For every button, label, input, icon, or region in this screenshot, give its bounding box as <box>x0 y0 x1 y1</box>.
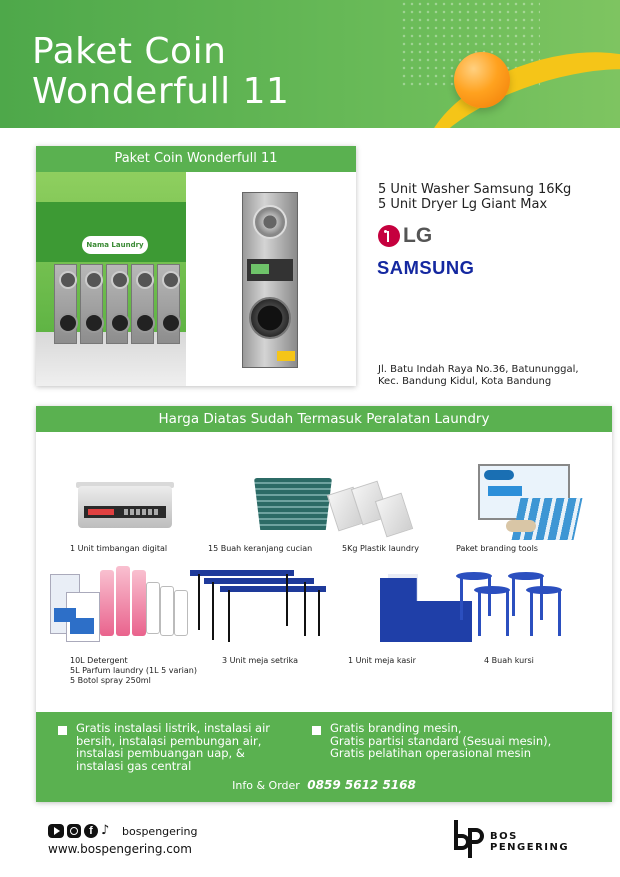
spray-bottle-image <box>146 582 160 634</box>
benefits-left <box>76 722 270 772</box>
product-panel <box>36 146 356 386</box>
stool-leg <box>530 590 533 636</box>
lg-wordmark: LG <box>403 224 433 247</box>
item-caption-line: 5 Botol spray 250ml <box>70 676 151 685</box>
website-link[interactable]: www.bospengering.com <box>48 842 192 856</box>
equipment-panel <box>36 406 612 802</box>
bp-logo-icon <box>452 820 486 858</box>
machine-specs <box>378 182 608 212</box>
item-caption: Paket branding tools <box>456 544 538 553</box>
bp-logo-text <box>490 831 569 853</box>
plastic-bag-image <box>375 493 413 538</box>
contact-phone[interactable]: 0859 5612 5168 <box>307 778 416 792</box>
stool-leg <box>540 576 543 620</box>
page-title-line2: Wonderfull 11 <box>32 71 290 112</box>
benefits-right <box>330 722 551 760</box>
table-leg <box>228 590 230 642</box>
scale-display <box>84 506 166 518</box>
lg-face-icon <box>378 225 400 247</box>
benefit-line: Gratis branding mesin, <box>330 721 462 735</box>
ironing-table-image <box>220 586 326 592</box>
ironing-table-image <box>190 570 294 576</box>
washer-dryer-stack-image <box>242 192 298 368</box>
table-leg <box>304 582 306 636</box>
item-caption: 1 Unit timbangan digital <box>70 544 168 553</box>
tiktok-icon[interactable]: ♪ <box>101 823 110 838</box>
address <box>378 364 608 388</box>
social-handle: bospengering <box>122 824 198 838</box>
contact-label: Info & Order <box>232 779 300 792</box>
equipment-panel-banner: Harga Diatas Sudah Termasuk Peralatan Laundry <box>36 406 612 432</box>
price-tag <box>277 351 295 361</box>
benefit-line: Gratis pelatihan operasional mesin <box>330 746 531 760</box>
room-logo-sign: Nama Laundry <box>82 236 148 254</box>
stacked-machine <box>157 264 180 344</box>
item-caption-detergent <box>70 656 197 686</box>
stacked-machine <box>80 264 103 344</box>
item-caption: 4 Buah kursi <box>484 656 534 665</box>
washer-door-icon <box>249 297 291 339</box>
spray-bottle-image <box>160 586 174 636</box>
table-leg <box>318 590 320 636</box>
address-line1: Jl. Batu Indah Raya No.36, Batununggal, <box>378 364 579 375</box>
stacked-machine <box>54 264 77 344</box>
facebook-icon[interactable]: f <box>84 824 98 838</box>
stool-leg <box>478 590 481 636</box>
dryer-spec: 5 Unit Dryer Lg Giant Max <box>378 197 548 212</box>
header-banner <box>0 0 620 128</box>
table-leg <box>212 582 214 640</box>
youtube-icon[interactable] <box>48 824 64 838</box>
stool-leg <box>506 590 509 636</box>
bp-logo-line1: BOS <box>490 831 518 842</box>
item-caption: 3 Unit meja setrika <box>222 656 298 665</box>
bullet-icon <box>58 726 67 735</box>
perfume-bottle-image <box>100 570 114 636</box>
stool-leg <box>512 576 515 616</box>
detergent-label <box>70 618 94 634</box>
benefit-line: bersih, instalasi pembungan air, <box>76 733 262 748</box>
item-caption: 15 Buah keranjang cucian <box>208 544 313 553</box>
machine-row <box>54 264 180 344</box>
perfume-bottle-image <box>132 570 146 636</box>
stacked-machine <box>106 264 129 344</box>
item-caption: 1 Unit meja kasir <box>348 656 416 665</box>
item-caption-line: 10L Detergent <box>70 656 128 665</box>
bp-logo-line2: PENGERING <box>490 842 570 853</box>
cashier-desk-image <box>380 578 472 642</box>
social-links <box>48 824 197 838</box>
stool-leg <box>558 590 561 636</box>
laundry-room-illustration <box>36 172 186 386</box>
table-leg <box>198 574 200 630</box>
item-caption-line: 5L Parfum laundry (1L 5 varian) <box>70 666 197 675</box>
bos-pengering-logo <box>452 820 582 858</box>
samsung-logo: SAMSUNG <box>377 258 475 278</box>
instagram-icon[interactable] <box>67 824 81 838</box>
address-line2: Kec. Bandung Kidul, Kota Bandung <box>378 376 552 387</box>
bullet-icon <box>312 726 321 735</box>
benefit-line: Gratis instalasi listrik, instalasi air <box>76 721 271 735</box>
contact-info <box>36 778 612 792</box>
orange-ball-decoration <box>454 52 510 108</box>
coin-control-panel <box>247 259 293 281</box>
branding-brochure-image <box>512 498 583 540</box>
perfume-bottle-image <box>116 566 130 636</box>
product-panel-banner: Paket Coin Wonderfull 11 <box>36 146 356 172</box>
ironing-table-image <box>204 578 314 584</box>
benefit-line: Gratis partisi standard (Sesuai mesin), <box>330 733 552 748</box>
stool-leg <box>460 576 463 620</box>
stool-leg <box>488 576 491 616</box>
branding-roll-image <box>506 520 536 532</box>
benefit-line: instalasi pembuangan uap, & <box>76 746 245 760</box>
dryer-door-icon <box>253 205 287 239</box>
lg-logo <box>378 224 432 248</box>
benefit-line: instalasi gas central <box>76 758 192 773</box>
stacked-machine <box>131 264 154 344</box>
page-title <box>32 32 289 112</box>
page-title-line1: Paket Coin <box>32 31 227 72</box>
table-leg <box>286 574 288 626</box>
spray-bottle-image <box>174 590 188 636</box>
item-caption: 5Kg Plastik laundry <box>342 544 419 553</box>
washer-spec: 5 Unit Washer Samsung 16Kg <box>378 182 572 197</box>
laundry-basket-image <box>254 478 332 530</box>
